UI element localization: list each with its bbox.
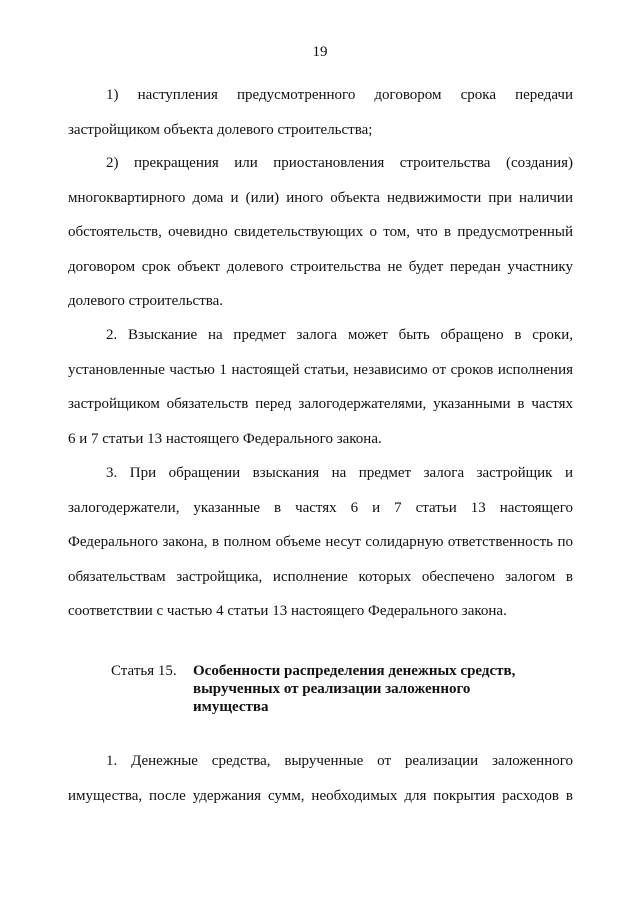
paragraph-line: обстоятельств, очевидно свидетельствующих о том, что в предусмотренный [68, 224, 573, 240]
article-title [193, 662, 515, 716]
paragraph-line: соответствии с частью 4 статьи 13 настоящего Федерального закона. [68, 603, 507, 619]
page-number: 19 [312, 44, 328, 60]
paragraph-line: Федерального закона, в полном объеме несут солидарную ответственность по [68, 534, 573, 550]
paragraph-line: обязательствам застройщика, исполнение которых обеспечено залогом в [68, 568, 573, 585]
paragraph-line: многоквартирного дома и (или) иного объекта недвижимости при наличии [68, 189, 573, 206]
paragraph-item-4 [68, 456, 573, 629]
paragraph-line: имущества, после удержания сумм, необходимых для покрытия расходов в [68, 787, 573, 804]
paragraph-line: долевого строительства. [68, 293, 224, 309]
article-paragraph [68, 744, 573, 813]
paragraph-line: 2) прекращения или приостановления строительства (создания) [106, 155, 573, 171]
article-heading [111, 662, 581, 716]
paragraph-line: 3. При обращении взыскания на предмет залога застройщик и [106, 465, 573, 481]
paragraph-line: установленные частью 1 настоящей статьи, независимо от сроков исполнения [68, 361, 573, 378]
paragraph-line: 2. Взыскание на предмет залога может быть обращено в сроки, [106, 327, 573, 343]
paragraph-line: договором срок объект долевого строительства не будет передан участнику [68, 258, 573, 275]
article-label: Статья 15. [111, 663, 177, 679]
paragraph-line: 1) наступления предусмотренного договором срока передачи [106, 87, 573, 103]
article-title-line: вырученных от реализации заложенного [193, 681, 471, 697]
paragraph-line: 1. Денежные средства, вырученные от реализации заложенного [106, 753, 573, 769]
article-title-line: Особенности распределения денежных средств, [193, 663, 516, 679]
paragraph-item-1 [68, 78, 573, 147]
article-title-line: имущества [193, 699, 269, 715]
paragraph-line: 6 и 7 статьи 13 настоящего Федерального закона. [68, 430, 382, 447]
paragraph-line: застройщиком объекта долевого строительства; [68, 121, 373, 138]
paragraph-line: застройщиком обязательств перед залогодержателями, указанными в частях [68, 396, 573, 412]
paragraph-line: залогодержатели, указанные в частях 6 и 7 статьи 13 настоящего [68, 499, 573, 516]
paragraph-item-3 [68, 318, 573, 456]
paragraph-item-2 [68, 146, 573, 319]
